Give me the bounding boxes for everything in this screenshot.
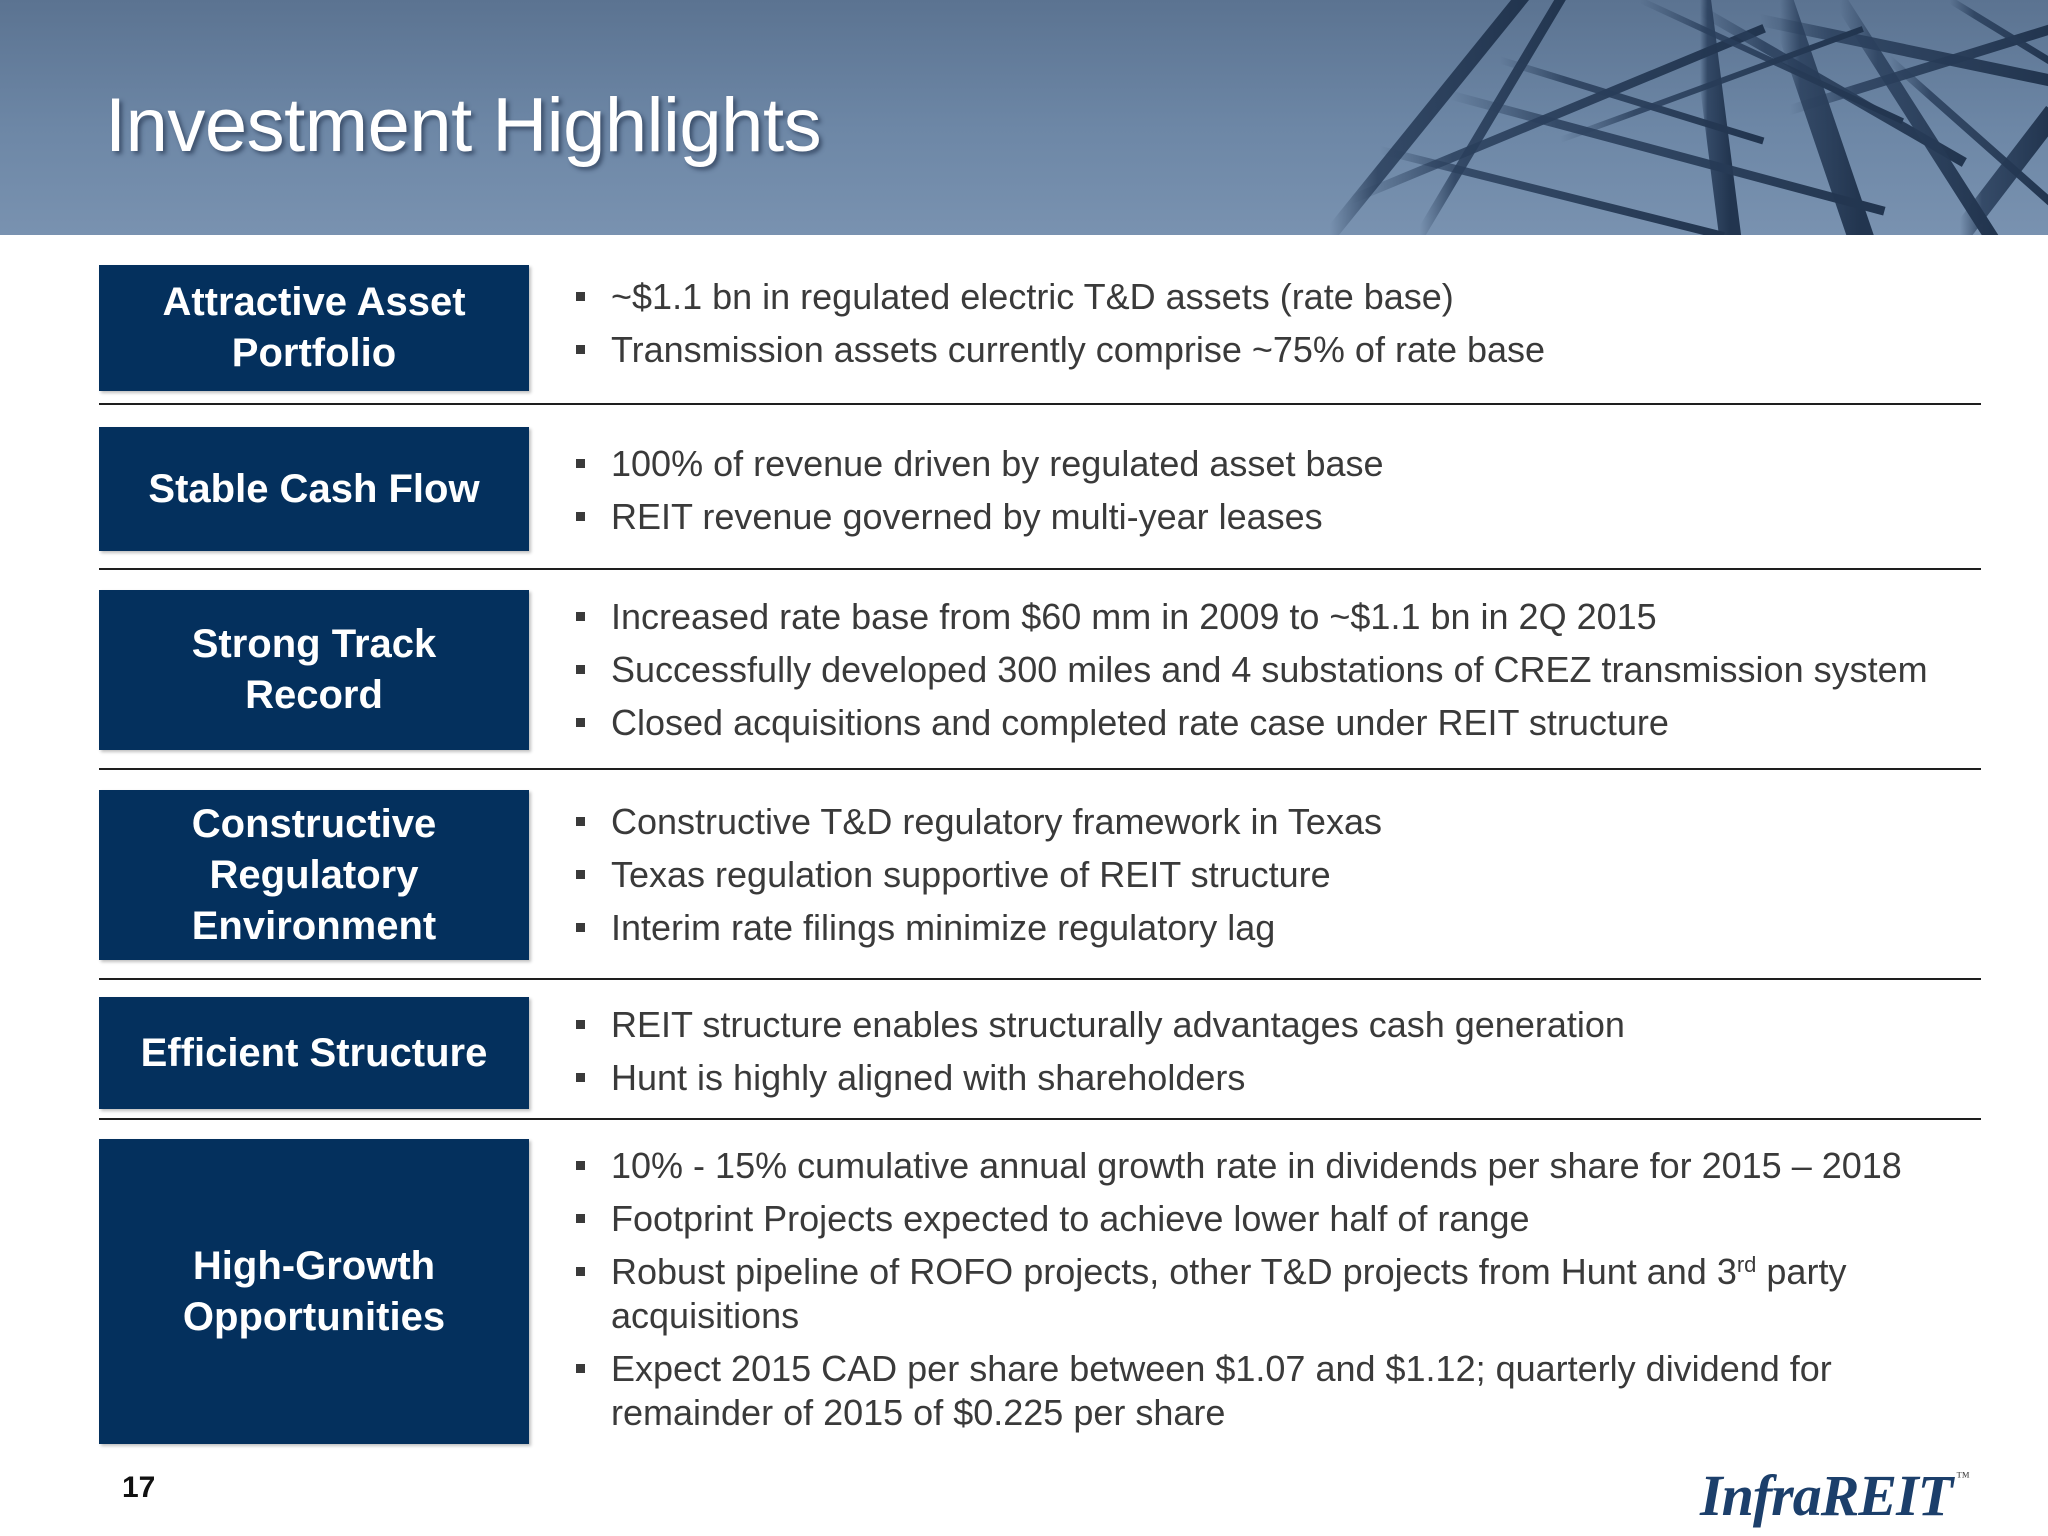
bullet-item: Constructive T&D regulatory framework in Texas	[568, 800, 1988, 844]
bullet-item: Closed acquisitions and completed rate case under REIT structure	[568, 701, 1988, 745]
highlight-row-track-record	[99, 590, 1981, 750]
row-label-line: Environment	[191, 903, 437, 948]
bullet-item: ~$1.1 bn in regulated electric T&D assets (rate base)	[568, 275, 1988, 319]
row-label	[99, 590, 529, 750]
bullet-item: Increased rate base from $60 mm in 2009 to ~$1.1 bn in 2Q 2015	[568, 595, 1988, 639]
row-label-line: Strong Track	[191, 622, 437, 666]
bullet-list	[568, 1144, 1988, 1444]
row-label-line: High-Growth	[192, 1243, 436, 1288]
row-label-line: Constructive	[191, 801, 437, 846]
slide-title: Investment Highlights	[105, 83, 822, 168]
header-banner	[0, 0, 2048, 235]
bullet-item: Footprint Projects expected to achieve lower half of range	[568, 1197, 1988, 1241]
row-label-line: Stable Cash Flow	[148, 466, 480, 511]
bullet-text: party acquisitions	[611, 1251, 1847, 1336]
bullet-item: 100% of revenue driven by regulated asset base	[568, 442, 1988, 486]
highlight-row-regulatory	[99, 790, 1981, 960]
bullet-item: Interim rate filings minimize regulatory lag	[568, 906, 1988, 950]
highlight-row-growth	[99, 1139, 1981, 1444]
row-label-line: Regulatory	[209, 852, 419, 897]
bullet-list	[568, 800, 1988, 959]
bullet-item: Texas regulation supportive of REIT structure	[568, 853, 1988, 897]
row-label-line: Efficient Structure	[140, 1030, 488, 1075]
bullet-text: Robust pipeline of ROFO projects, other T&D projects from Hunt and 3	[611, 1251, 1737, 1292]
bullet-item: REIT revenue governed by multi-year leases	[568, 495, 1988, 539]
row-label-line: Attractive Asset	[162, 280, 466, 324]
row-label	[99, 1139, 529, 1444]
trademark-mark: ™	[1956, 1470, 1969, 1485]
row-label	[99, 265, 529, 391]
row-divider	[99, 568, 1981, 570]
highlight-row-structure	[99, 997, 1981, 1109]
row-divider	[99, 1118, 1981, 1120]
row-label-line: Record	[245, 673, 383, 717]
row-label	[99, 997, 529, 1109]
bullet-item: REIT structure enables structurally advantages cash generation	[568, 1003, 1988, 1047]
infrareit-logo	[1700, 1462, 1969, 1529]
bullet-list	[568, 1003, 1988, 1109]
row-label	[99, 427, 529, 551]
bullet-item: 10% - 15% cumulative annual growth rate in dividends per share for 2015 – 2018	[568, 1144, 1988, 1188]
row-label-line: Opportunities	[182, 1294, 446, 1339]
bullet-item	[568, 1250, 1988, 1338]
ordinal-suffix: rd	[1736, 1252, 1757, 1277]
logo-wordmark: InfraREIT	[1700, 1463, 1953, 1528]
row-divider	[99, 403, 1981, 405]
bullet-item: Successfully developed 300 miles and 4 substations of CREZ transmission system	[568, 648, 1988, 692]
row-divider	[99, 768, 1981, 770]
bullet-list	[568, 275, 1988, 381]
page-number: 17	[122, 1471, 156, 1504]
row-divider	[99, 978, 1981, 980]
bullet-item: Hunt is highly aligned with shareholders	[568, 1056, 1988, 1100]
bullet-list	[568, 595, 1988, 754]
row-label-line: Portfolio	[231, 331, 397, 375]
bullet-list	[568, 442, 1988, 548]
bullet-item: Transmission assets currently comprise ~75% of rate base	[568, 328, 1988, 372]
highlight-row-asset-portfolio	[99, 265, 1981, 391]
row-label	[99, 790, 529, 960]
highlight-row-cash-flow	[99, 427, 1981, 551]
bullet-item: Expect 2015 CAD per share between $1.07 and $1.12; quarterly dividend for remainder of 2015 of $0.225 per share	[568, 1347, 1988, 1435]
